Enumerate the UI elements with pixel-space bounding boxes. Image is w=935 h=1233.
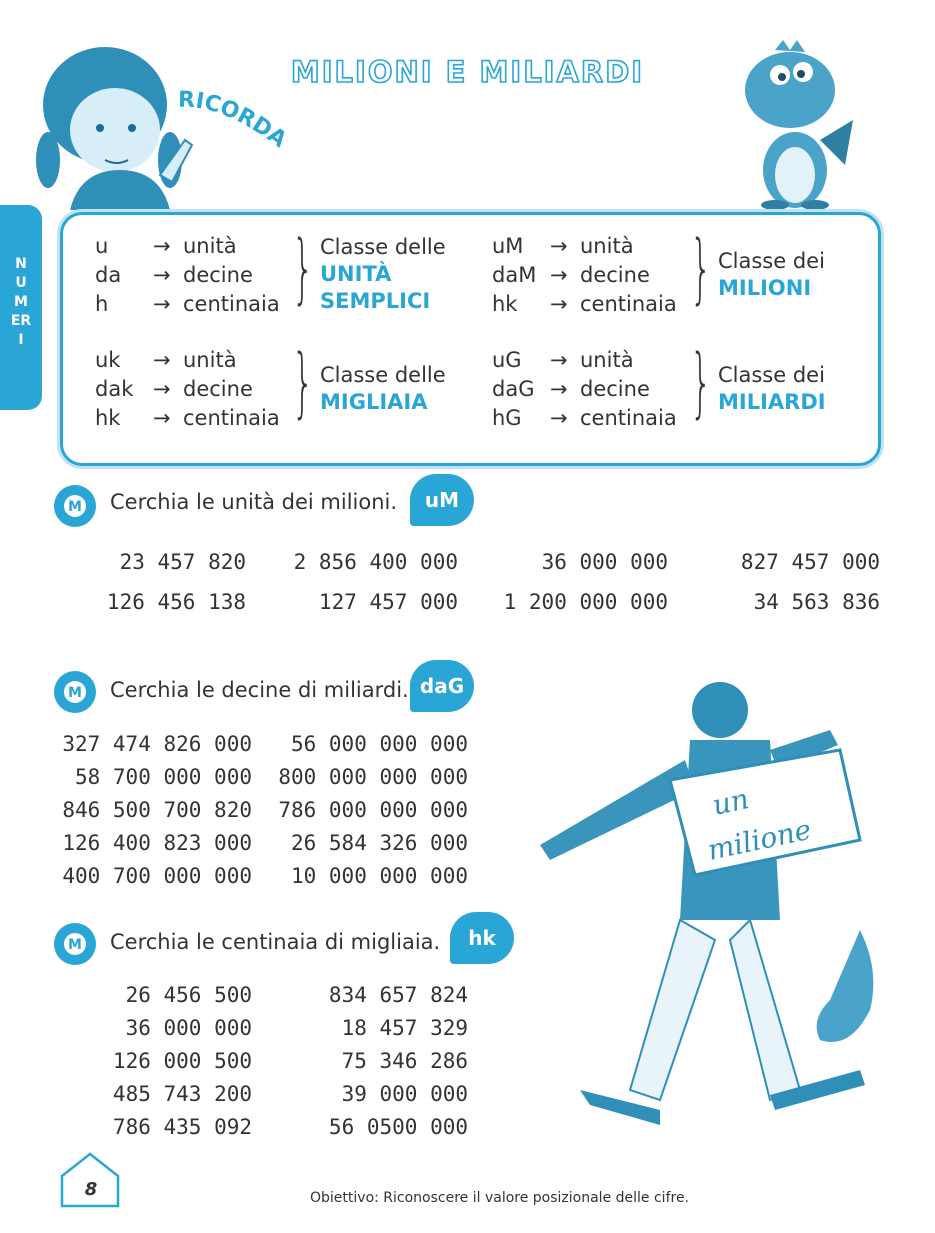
brace: } [690, 223, 712, 312]
number: 2 856 400 000 [293, 550, 458, 574]
svg-text:RICORDA [178, 88, 291, 153]
group-migliaia: uk → unità dak → decine hk → centinaia [95, 348, 280, 430]
number: 10 000 000 000 [290, 864, 468, 888]
number: 126 456 138 [106, 590, 246, 614]
number: 485 743 200 [112, 1082, 252, 1106]
man-with-sign-illustration [520, 670, 900, 1140]
number: 23 457 820 [119, 550, 246, 574]
number: 39 000 000 [341, 1082, 468, 1106]
ricorda-label [170, 85, 310, 175]
svg-text:M: M [68, 937, 82, 953]
number: 56 0500 000 [328, 1115, 468, 1139]
brace: } [292, 337, 314, 426]
number: 127 457 000 [318, 590, 458, 614]
footer-objective: Obiettivo: Riconoscere il valore posizionale delle cifre. [310, 1190, 690, 1206]
exercise-m-icon [53, 484, 97, 528]
number: 827 457 000 [740, 550, 880, 574]
number: 1 200 000 000 [503, 590, 668, 614]
badge-uM: uM [410, 474, 474, 526]
brace: } [292, 223, 314, 312]
exercise-2-instruction: Cerchia le decine di miliardi. [110, 678, 409, 702]
svg-text:M: M [68, 685, 82, 701]
number: 846 500 700 820 [62, 798, 252, 822]
number: 786 000 000 000 [278, 798, 468, 822]
class-label-miliardi: Classe dei MILIARDI [718, 363, 826, 414]
badge-hk: hk [450, 912, 514, 964]
sign-text-milione: milione [704, 812, 815, 867]
number: 58 700 000 000 [74, 765, 252, 789]
number: 834 657 824 [328, 983, 468, 1007]
group-miliardi: uG → unità daG → decine hG → centinaia [492, 348, 677, 430]
number: 126 000 500 [112, 1049, 252, 1073]
dragon-illustration [735, 40, 855, 210]
number: 56 000 000 000 [290, 732, 468, 756]
exercise-m-icon [53, 670, 97, 714]
group-milioni: uM → unità daM → decine hk → centinaia [492, 234, 677, 316]
number: 400 700 000 000 [62, 864, 252, 888]
exercise-1-instruction: Cerchia le unità dei milioni. [110, 490, 398, 514]
number: 18 457 329 [341, 1016, 468, 1040]
exercise-m-icon [53, 922, 97, 966]
class-label-unita: Classe delle UNITÀ SEMPLICI [320, 235, 446, 313]
class-label-migliaia: Classe delle MIGLIAIA [320, 363, 446, 414]
class-label-milioni: Classe dei MILIONI [718, 249, 825, 300]
number: 800 000 000 000 [278, 765, 468, 789]
number: 26 584 326 000 [290, 831, 468, 855]
number: 34 563 836 [753, 590, 880, 614]
page-number-house-icon [58, 1150, 122, 1208]
number: 26 456 500 [125, 983, 252, 1007]
number: 36 000 000 [125, 1016, 252, 1040]
group-unita-semplici: u → unità da → decine h → centinaia [95, 234, 280, 316]
page-number: 8 [84, 1179, 98, 1200]
number: 786 435 092 [112, 1115, 252, 1139]
number: 126 400 823 000 [62, 831, 252, 855]
badge-daG: daG [410, 660, 474, 712]
section-tab-label: NUMERI [10, 256, 32, 348]
svg-text:M: M [68, 499, 82, 515]
sign-text-un: un [709, 782, 752, 822]
ricorda-text: RICORDA [177, 87, 292, 153]
number: 36 000 000 [541, 550, 668, 574]
brace: } [690, 337, 712, 426]
section-tab [0, 205, 42, 410]
number: 75 346 286 [341, 1049, 468, 1073]
exercise-3-instruction: Cerchia le centinaia di migliaia. [110, 930, 441, 954]
page-title: MILIONI E MILIARDI [290, 55, 645, 89]
number: 327 474 826 000 [62, 732, 252, 756]
